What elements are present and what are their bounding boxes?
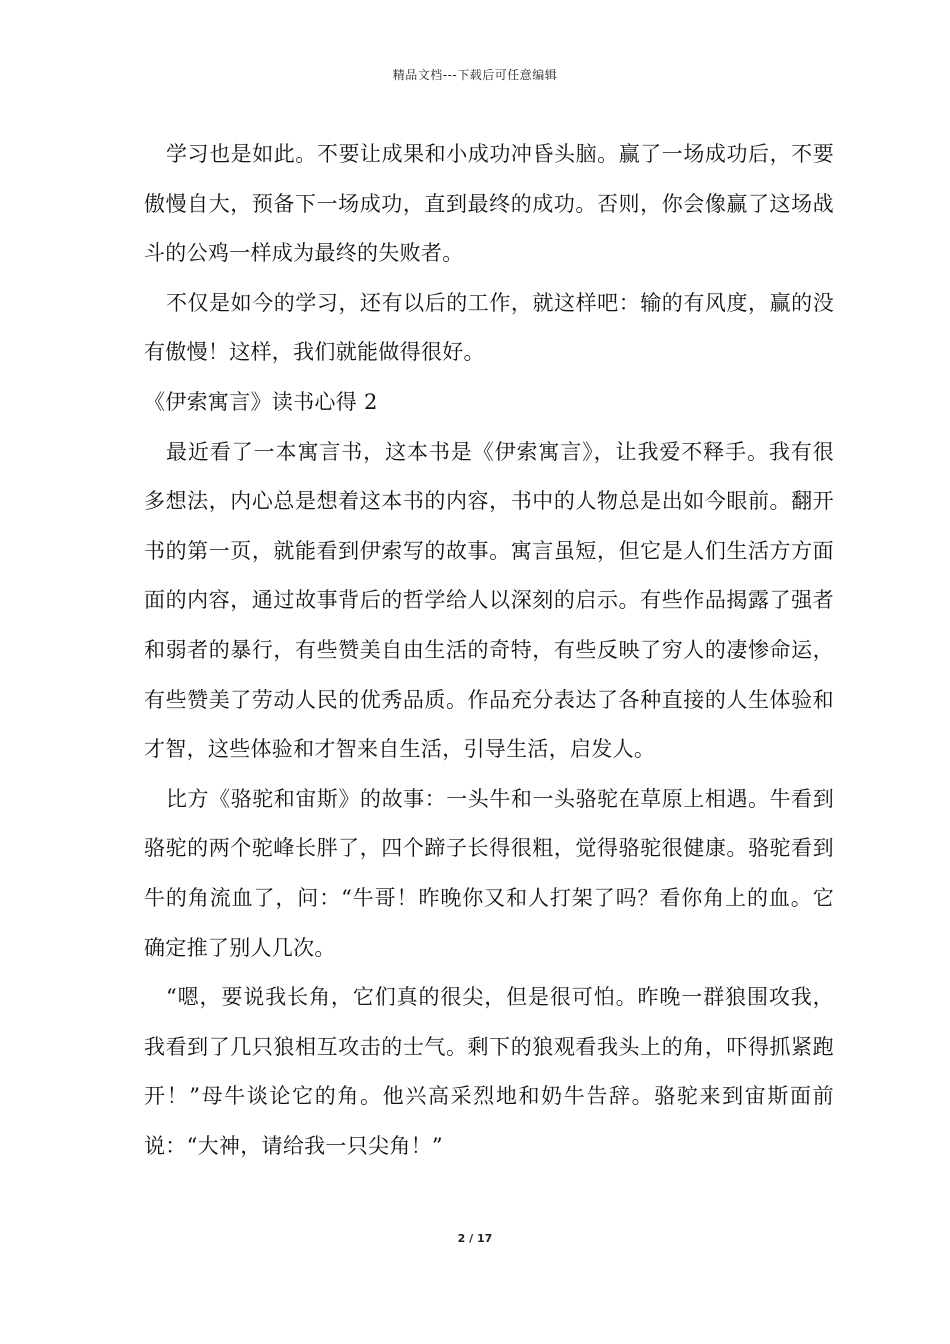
section-heading: 《伊索寓言》读书心得 2 — [144, 389, 378, 414]
paragraph-5: “嗯，要说我长角，它们真的很尖，但是很可怕。昨晚一群狼围攻我，我看到了几只狼相互攻击的士气。剩下的狼观看我头上的角，吓得抓紧跑开！”母牛谈论它的角。他兴高采烈地和奶牛告辞。骆驼来到宙斯面前说：“大神，请给我一只尖角！” — [144, 985, 834, 1158]
paragraph-1: 学习也是如此。不要让成果和小成功冲昏头脑。赢了一场成功后，不要傲慢自大，预备下一场成功，直到最终的成功。否则，你会像赢了这场战斗的公鸡一样成为最终的失败者。 — [144, 142, 834, 266]
page-number: 2 / 17 — [457, 1232, 493, 1245]
document-body — [144, 130, 834, 1171]
paragraph-3: 最近看了一本寓言书，这本书是《伊索寓言》，让我爱不释手。我有很多想法，内心总是想着这本书的内容，书中的人物总是出如今眼前。翻开书的第一页，就能看到伊索写的故事。寓言虽短，但它是人们生活方方面面的内容，通过故事背后的哲学给人以深刻的启示。有些作品揭露了强者和弱者的暴行，有些赞美自由生活的奇特，有些反映了穷人的凄惨命运，有些赞美了劳动人民的优秀品质。作品充分表达了各种直接的人生体验和才智，这些体验和才智来自生活，引导生活，启发人。 — [144, 439, 834, 762]
paragraph-4: 比方《骆驼和宙斯》的故事：一头牛和一头骆驼在草原上相遇。牛看到骆驼的两个驼峰长胖了，四个蹄子长得很粗，觉得骆驼很健康。骆驼看到牛的角流血了，问：“牛哥！昨晚你又和人打架了吗？看你角上的血。它确定推了别人几次。 — [144, 786, 834, 960]
page-header: 精品文档---下载后可任意编辑 — [392, 68, 558, 82]
paragraph-2: 不仅是如今的学习，还有以后的工作，就这样吧：输的有风度，赢的没有傲慢！这样，我们就能做得很好。 — [144, 290, 834, 365]
